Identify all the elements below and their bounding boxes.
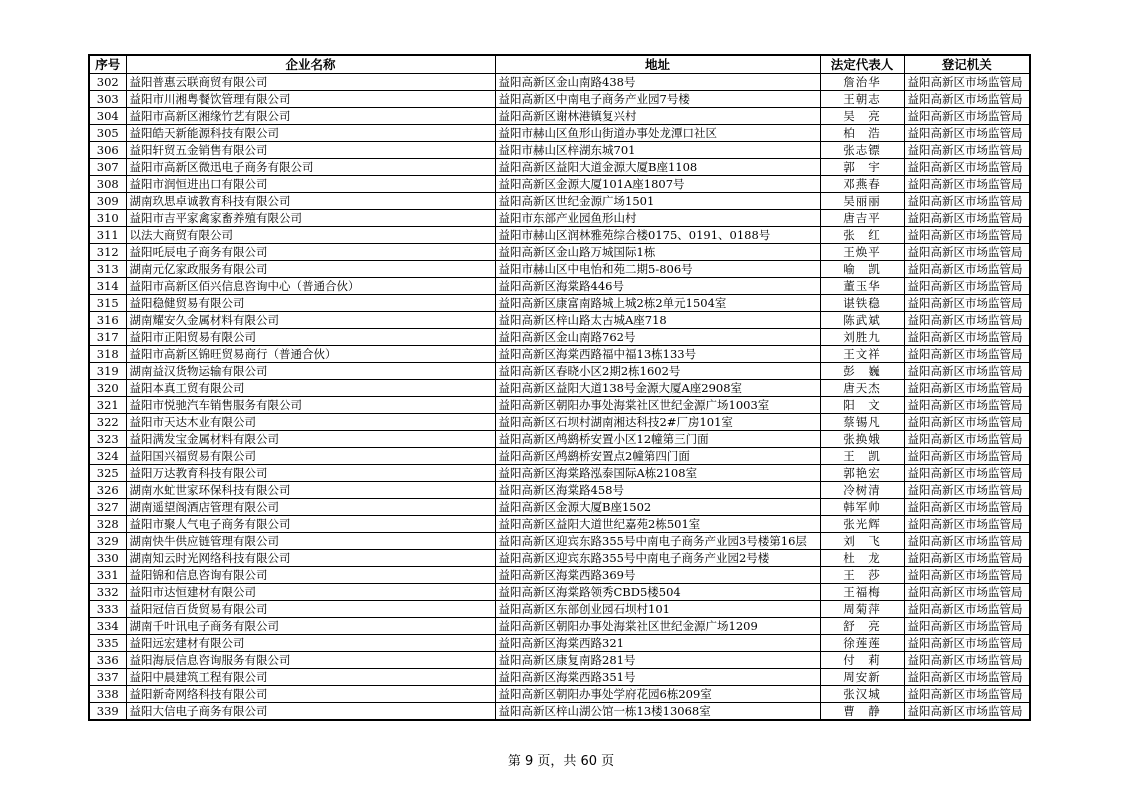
cell-company-name: 益阳稳健贸易有限公司 [126, 295, 495, 312]
cell-company-name: 益阳本真工贸有限公司 [126, 380, 495, 397]
cell-legal-rep: 蔡锡凡 [820, 414, 904, 431]
cell-company-name: 益阳市高新区佰兴信息咨询中心（普通合伙） [126, 278, 495, 295]
cell-registration-authority: 益阳高新区市场监管局 [904, 465, 1030, 482]
cell-no: 312 [89, 244, 126, 261]
cell-registration-authority: 益阳高新区市场监管局 [904, 193, 1030, 210]
cell-no: 335 [89, 635, 126, 652]
cell-no: 302 [89, 74, 126, 91]
cell-no: 329 [89, 533, 126, 550]
cell-address: 益阳市东部产业园鱼形山村 [495, 210, 820, 227]
cell-registration-authority: 益阳高新区市场监管局 [904, 482, 1030, 499]
table-row [89, 227, 1030, 244]
cell-company-name: 益阳万达教育科技有限公司 [126, 465, 495, 482]
cell-legal-rep: 王文祥 [820, 346, 904, 363]
table-row [89, 618, 1030, 635]
cell-legal-rep: 喻 凯 [820, 261, 904, 278]
table-row [89, 278, 1030, 295]
cell-address: 益阳高新区金山南路438号 [495, 74, 820, 91]
cell-address: 益阳高新区谢林港镇复兴村 [495, 108, 820, 125]
cell-registration-authority: 益阳高新区市场监管局 [904, 516, 1030, 533]
cell-legal-rep: 曹 静 [820, 703, 904, 721]
cell-address: 益阳高新区金源大厦B座1502 [495, 499, 820, 516]
cell-company-name: 湖南益汉货物运输有限公司 [126, 363, 495, 380]
cell-registration-authority: 益阳高新区市场监管局 [904, 108, 1030, 125]
cell-no: 311 [89, 227, 126, 244]
table-row [89, 669, 1030, 686]
cell-address: 益阳高新区世纪金源广场1501 [495, 193, 820, 210]
cell-company-name: 以法大商贸有限公司 [126, 227, 495, 244]
page-number: 第 9 页，共 60 页 [507, 754, 615, 769]
cell-address: 益阳高新区金源大厦101A座1807号 [495, 176, 820, 193]
table-row [89, 601, 1030, 618]
cell-address: 益阳市赫山区中电怡和苑二期5-806号 [495, 261, 820, 278]
cell-no: 314 [89, 278, 126, 295]
registry-table-container [88, 54, 1029, 721]
cell-address: 益阳高新区海棠路458号 [495, 482, 820, 499]
cell-no: 324 [89, 448, 126, 465]
table-row [89, 210, 1030, 227]
cell-registration-authority: 益阳高新区市场监管局 [904, 125, 1030, 142]
cell-company-name: 湖南快牛供应链管理有限公司 [126, 533, 495, 550]
cell-registration-authority: 益阳高新区市场监管局 [904, 533, 1030, 550]
cell-company-name: 益阳市达恒建材有限公司 [126, 584, 495, 601]
cell-legal-rep: 韩军帅 [820, 499, 904, 516]
cell-registration-authority: 益阳高新区市场监管局 [904, 329, 1030, 346]
table-row [89, 312, 1030, 329]
cell-company-name: 益阳轩贸五金销售有限公司 [126, 142, 495, 159]
table-row [89, 584, 1030, 601]
cell-registration-authority: 益阳高新区市场监管局 [904, 669, 1030, 686]
cell-address: 益阳高新区石坝村湖南湘达科技2#厂房101室 [495, 414, 820, 431]
cell-registration-authority: 益阳高新区市场监管局 [904, 74, 1030, 91]
cell-address: 益阳高新区海棠西路351号 [495, 669, 820, 686]
table-row [89, 244, 1030, 261]
cell-legal-rep: 王 凯 [820, 448, 904, 465]
cell-registration-authority: 益阳高新区市场监管局 [904, 499, 1030, 516]
table-row [89, 567, 1030, 584]
table-row [89, 125, 1030, 142]
cell-registration-authority: 益阳高新区市场监管局 [904, 346, 1030, 363]
cell-address: 益阳高新区朝阳办事处学府花园6栋209室 [495, 686, 820, 703]
cell-no: 313 [89, 261, 126, 278]
cell-legal-rep: 冷树清 [820, 482, 904, 499]
cell-registration-authority: 益阳高新区市场监管局 [904, 142, 1030, 159]
cell-registration-authority: 益阳高新区市场监管局 [904, 686, 1030, 703]
cell-address: 益阳高新区金山南路762号 [495, 329, 820, 346]
cell-legal-rep: 周菊萍 [820, 601, 904, 618]
cell-legal-rep: 刘胜九 [820, 329, 904, 346]
cell-no: 325 [89, 465, 126, 482]
table-row [89, 193, 1030, 210]
cell-legal-rep: 陈武斌 [820, 312, 904, 329]
cell-legal-rep: 张志镖 [820, 142, 904, 159]
table-row [89, 414, 1030, 431]
header-registration-authority: 登记机关 [904, 55, 1030, 74]
cell-company-name: 湖南耀安久金属材料有限公司 [126, 312, 495, 329]
table-row [89, 448, 1030, 465]
cell-no: 339 [89, 703, 126, 721]
cell-legal-rep: 王焕平 [820, 244, 904, 261]
cell-legal-rep: 阳 文 [820, 397, 904, 414]
cell-company-name: 益阳皓天新能源科技有限公司 [126, 125, 495, 142]
cell-company-name: 湖南水虻世家环保科技有限公司 [126, 482, 495, 499]
cell-registration-authority: 益阳高新区市场监管局 [904, 380, 1030, 397]
cell-legal-rep: 张光辉 [820, 516, 904, 533]
cell-company-name: 益阳市川湘粤餐饮管理有限公司 [126, 91, 495, 108]
table-row [89, 516, 1030, 533]
cell-no: 305 [89, 125, 126, 142]
cell-address: 益阳高新区海棠西路福中福13栋133号 [495, 346, 820, 363]
cell-company-name: 湖南玖思卓诚教育科技有限公司 [126, 193, 495, 210]
cell-company-name: 湖南千叶讯电子商务有限公司 [126, 618, 495, 635]
cell-registration-authority: 益阳高新区市场监管局 [904, 584, 1030, 601]
cell-legal-rep: 张汉城 [820, 686, 904, 703]
cell-no: 337 [89, 669, 126, 686]
cell-registration-authority: 益阳高新区市场监管局 [904, 227, 1030, 244]
cell-registration-authority: 益阳高新区市场监管局 [904, 635, 1030, 652]
cell-address: 益阳市赫山区鱼形山街道办事处龙潭口社区 [495, 125, 820, 142]
cell-registration-authority: 益阳高新区市场监管局 [904, 414, 1030, 431]
cell-no: 319 [89, 363, 126, 380]
header-address: 地址 [495, 55, 820, 74]
table-row [89, 261, 1030, 278]
table-row [89, 703, 1030, 721]
table-row [89, 108, 1030, 125]
cell-legal-rep: 王 莎 [820, 567, 904, 584]
cell-legal-rep: 徐莲莲 [820, 635, 904, 652]
cell-address: 益阳高新区迎宾东路355号中南电子商务产业园3号楼第16层 [495, 533, 820, 550]
cell-no: 308 [89, 176, 126, 193]
cell-legal-rep: 吴 亮 [820, 108, 904, 125]
cell-legal-rep: 邓燕春 [820, 176, 904, 193]
table-row [89, 431, 1030, 448]
cell-no: 318 [89, 346, 126, 363]
table-row [89, 363, 1030, 380]
table-row [89, 499, 1030, 516]
cell-legal-rep: 张换娥 [820, 431, 904, 448]
cell-address: 益阳高新区海棠路446号 [495, 278, 820, 295]
cell-registration-authority: 益阳高新区市场监管局 [904, 397, 1030, 414]
cell-no: 317 [89, 329, 126, 346]
table-row [89, 380, 1030, 397]
header-no: 序号 [89, 55, 126, 74]
cell-no: 323 [89, 431, 126, 448]
table-row [89, 465, 1030, 482]
cell-company-name: 益阳市天达木业有限公司 [126, 414, 495, 431]
cell-legal-rep: 詹治华 [820, 74, 904, 91]
table-row [89, 176, 1030, 193]
cell-registration-authority: 益阳高新区市场监管局 [904, 244, 1030, 261]
cell-no: 322 [89, 414, 126, 431]
cell-no: 338 [89, 686, 126, 703]
cell-no: 332 [89, 584, 126, 601]
cell-no: 307 [89, 159, 126, 176]
cell-address: 益阳高新区益阳大道世纪嘉苑2栋501室 [495, 516, 820, 533]
cell-company-name: 益阳市高新区微迅电子商务有限公司 [126, 159, 495, 176]
cell-address: 益阳高新区朝阳办事处海棠社区世纪金源广场1209 [495, 618, 820, 635]
cell-address: 益阳高新区海棠路泓泰国际A栋2108室 [495, 465, 820, 482]
cell-legal-rep: 郭 宇 [820, 159, 904, 176]
cell-company-name: 益阳市吉平家禽家畜养殖有限公司 [126, 210, 495, 227]
table-row [89, 397, 1030, 414]
cell-registration-authority: 益阳高新区市场监管局 [904, 312, 1030, 329]
cell-address: 益阳高新区鸬鹚桥安置点2幢第四门面 [495, 448, 820, 465]
cell-registration-authority: 益阳高新区市场监管局 [904, 703, 1030, 721]
cell-address: 益阳高新区海棠西路321 [495, 635, 820, 652]
cell-company-name: 湖南遥望阁酒店管理有限公司 [126, 499, 495, 516]
cell-legal-rep: 舒 亮 [820, 618, 904, 635]
cell-legal-rep: 张 红 [820, 227, 904, 244]
cell-legal-rep: 王福梅 [820, 584, 904, 601]
cell-address: 益阳高新区梓山路太古城A座718 [495, 312, 820, 329]
cell-legal-rep: 柏 浩 [820, 125, 904, 142]
cell-legal-rep: 唐天杰 [820, 380, 904, 397]
cell-company-name: 益阳海辰信息咨询服务有限公司 [126, 652, 495, 669]
company-registry-table [88, 54, 1031, 721]
cell-no: 336 [89, 652, 126, 669]
cell-address: 益阳市赫山区梓湖东城701 [495, 142, 820, 159]
cell-company-name: 益阳市悦驰汽车销售服务有限公司 [126, 397, 495, 414]
header-legal-rep: 法定代表人 [820, 55, 904, 74]
table-row [89, 159, 1030, 176]
cell-legal-rep: 付 莉 [820, 652, 904, 669]
table-row [89, 652, 1030, 669]
cell-legal-rep: 吴丽丽 [820, 193, 904, 210]
cell-registration-authority: 益阳高新区市场监管局 [904, 91, 1030, 108]
cell-company-name: 益阳市高新区湘缘竹艺有限公司 [126, 108, 495, 125]
table-row [89, 74, 1030, 91]
table-header-row [89, 55, 1030, 74]
cell-company-name: 益阳冠信百货贸易有限公司 [126, 601, 495, 618]
cell-company-name: 湖南知云时光网络科技有限公司 [126, 550, 495, 567]
cell-address: 益阳高新区康富南路城上城2栋2单元1504室 [495, 295, 820, 312]
table-row [89, 482, 1030, 499]
table-row [89, 91, 1030, 108]
cell-no: 334 [89, 618, 126, 635]
cell-company-name: 益阳市正阳贸易有限公司 [126, 329, 495, 346]
cell-company-name: 益阳国兴福贸易有限公司 [126, 448, 495, 465]
cell-no: 330 [89, 550, 126, 567]
cell-company-name: 益阳新奇网络科技有限公司 [126, 686, 495, 703]
cell-address: 益阳高新区康复南路281号 [495, 652, 820, 669]
header-company-name: 企业名称 [126, 55, 495, 74]
cell-no: 303 [89, 91, 126, 108]
table-row [89, 142, 1030, 159]
cell-legal-rep: 谌铁稳 [820, 295, 904, 312]
cell-no: 306 [89, 142, 126, 159]
cell-legal-rep: 彭 巍 [820, 363, 904, 380]
cell-address: 益阳高新区海棠路领秀CBD5楼504 [495, 584, 820, 601]
cell-company-name: 益阳大信电子商务有限公司 [126, 703, 495, 721]
cell-no: 310 [89, 210, 126, 227]
cell-registration-authority: 益阳高新区市场监管局 [904, 176, 1030, 193]
cell-address: 益阳市赫山区润林雅苑综合楼0175、0191、0188号 [495, 227, 820, 244]
cell-company-name: 益阳锦和信息咨询有限公司 [126, 567, 495, 584]
cell-registration-authority: 益阳高新区市场监管局 [904, 363, 1030, 380]
cell-registration-authority: 益阳高新区市场监管局 [904, 295, 1030, 312]
cell-no: 331 [89, 567, 126, 584]
cell-company-name: 湖南元亿家政服务有限公司 [126, 261, 495, 278]
cell-legal-rep: 周安新 [820, 669, 904, 686]
cell-registration-authority: 益阳高新区市场监管局 [904, 210, 1030, 227]
cell-registration-authority: 益阳高新区市场监管局 [904, 159, 1030, 176]
cell-registration-authority: 益阳高新区市场监管局 [904, 567, 1030, 584]
cell-address: 益阳高新区迎宾东路355号中南电子商务产业园2号楼 [495, 550, 820, 567]
cell-no: 333 [89, 601, 126, 618]
cell-company-name: 益阳市高新区锦旺贸易商行（普通合伙） [126, 346, 495, 363]
cell-address: 益阳高新区东部创业园石坝村101 [495, 601, 820, 618]
cell-address: 益阳高新区朝阳办事处海棠社区世纪金源广场1003室 [495, 397, 820, 414]
cell-registration-authority: 益阳高新区市场监管局 [904, 431, 1030, 448]
cell-no: 320 [89, 380, 126, 397]
cell-company-name: 益阳吒辰电子商务有限公司 [126, 244, 495, 261]
cell-legal-rep: 郭艳宏 [820, 465, 904, 482]
cell-address: 益阳高新区春晓小区2期2栋1602号 [495, 363, 820, 380]
cell-legal-rep: 王朝志 [820, 91, 904, 108]
cell-no: 304 [89, 108, 126, 125]
cell-company-name: 益阳普惠云联商贸有限公司 [126, 74, 495, 91]
cell-legal-rep: 董玉华 [820, 278, 904, 295]
cell-registration-authority: 益阳高新区市场监管局 [904, 652, 1030, 669]
cell-registration-authority: 益阳高新区市场监管局 [904, 550, 1030, 567]
cell-company-name: 益阳市聚人气电子商务有限公司 [126, 516, 495, 533]
table-row [89, 550, 1030, 567]
cell-address: 益阳高新区益阳大道138号金源大厦A座2908室 [495, 380, 820, 397]
cell-registration-authority: 益阳高新区市场监管局 [904, 278, 1030, 295]
cell-address: 益阳高新区中南电子商务产业园7号楼 [495, 91, 820, 108]
cell-legal-rep: 唐吉平 [820, 210, 904, 227]
cell-registration-authority: 益阳高新区市场监管局 [904, 601, 1030, 618]
cell-address: 益阳高新区梓山湖公馆一栋13楼13068室 [495, 703, 820, 721]
cell-company-name: 益阳远宏建材有限公司 [126, 635, 495, 652]
cell-company-name: 益阳满发宝金属材料有限公司 [126, 431, 495, 448]
cell-legal-rep: 杜 龙 [820, 550, 904, 567]
cell-registration-authority: 益阳高新区市场监管局 [904, 448, 1030, 465]
cell-no: 328 [89, 516, 126, 533]
cell-no: 326 [89, 482, 126, 499]
cell-no: 321 [89, 397, 126, 414]
cell-registration-authority: 益阳高新区市场监管局 [904, 261, 1030, 278]
cell-no: 309 [89, 193, 126, 210]
table-row [89, 329, 1030, 346]
cell-no: 316 [89, 312, 126, 329]
cell-company-name: 益阳中晨建筑工程有限公司 [126, 669, 495, 686]
table-row [89, 295, 1030, 312]
cell-address: 益阳高新区海棠西路369号 [495, 567, 820, 584]
cell-legal-rep: 刘 飞 [820, 533, 904, 550]
table-row [89, 635, 1030, 652]
table-row [89, 533, 1030, 550]
cell-company-name: 益阳市润恒进出口有限公司 [126, 176, 495, 193]
cell-address: 益阳高新区鸬鹚桥安置小区12幢第三门面 [495, 431, 820, 448]
cell-no: 315 [89, 295, 126, 312]
table-row [89, 346, 1030, 363]
cell-address: 益阳高新区益阳大道金源大厦B座1108 [495, 159, 820, 176]
cell-registration-authority: 益阳高新区市场监管局 [904, 618, 1030, 635]
table-row [89, 686, 1030, 703]
cell-no: 327 [89, 499, 126, 516]
cell-address: 益阳高新区金山路万城国际1栋 [495, 244, 820, 261]
